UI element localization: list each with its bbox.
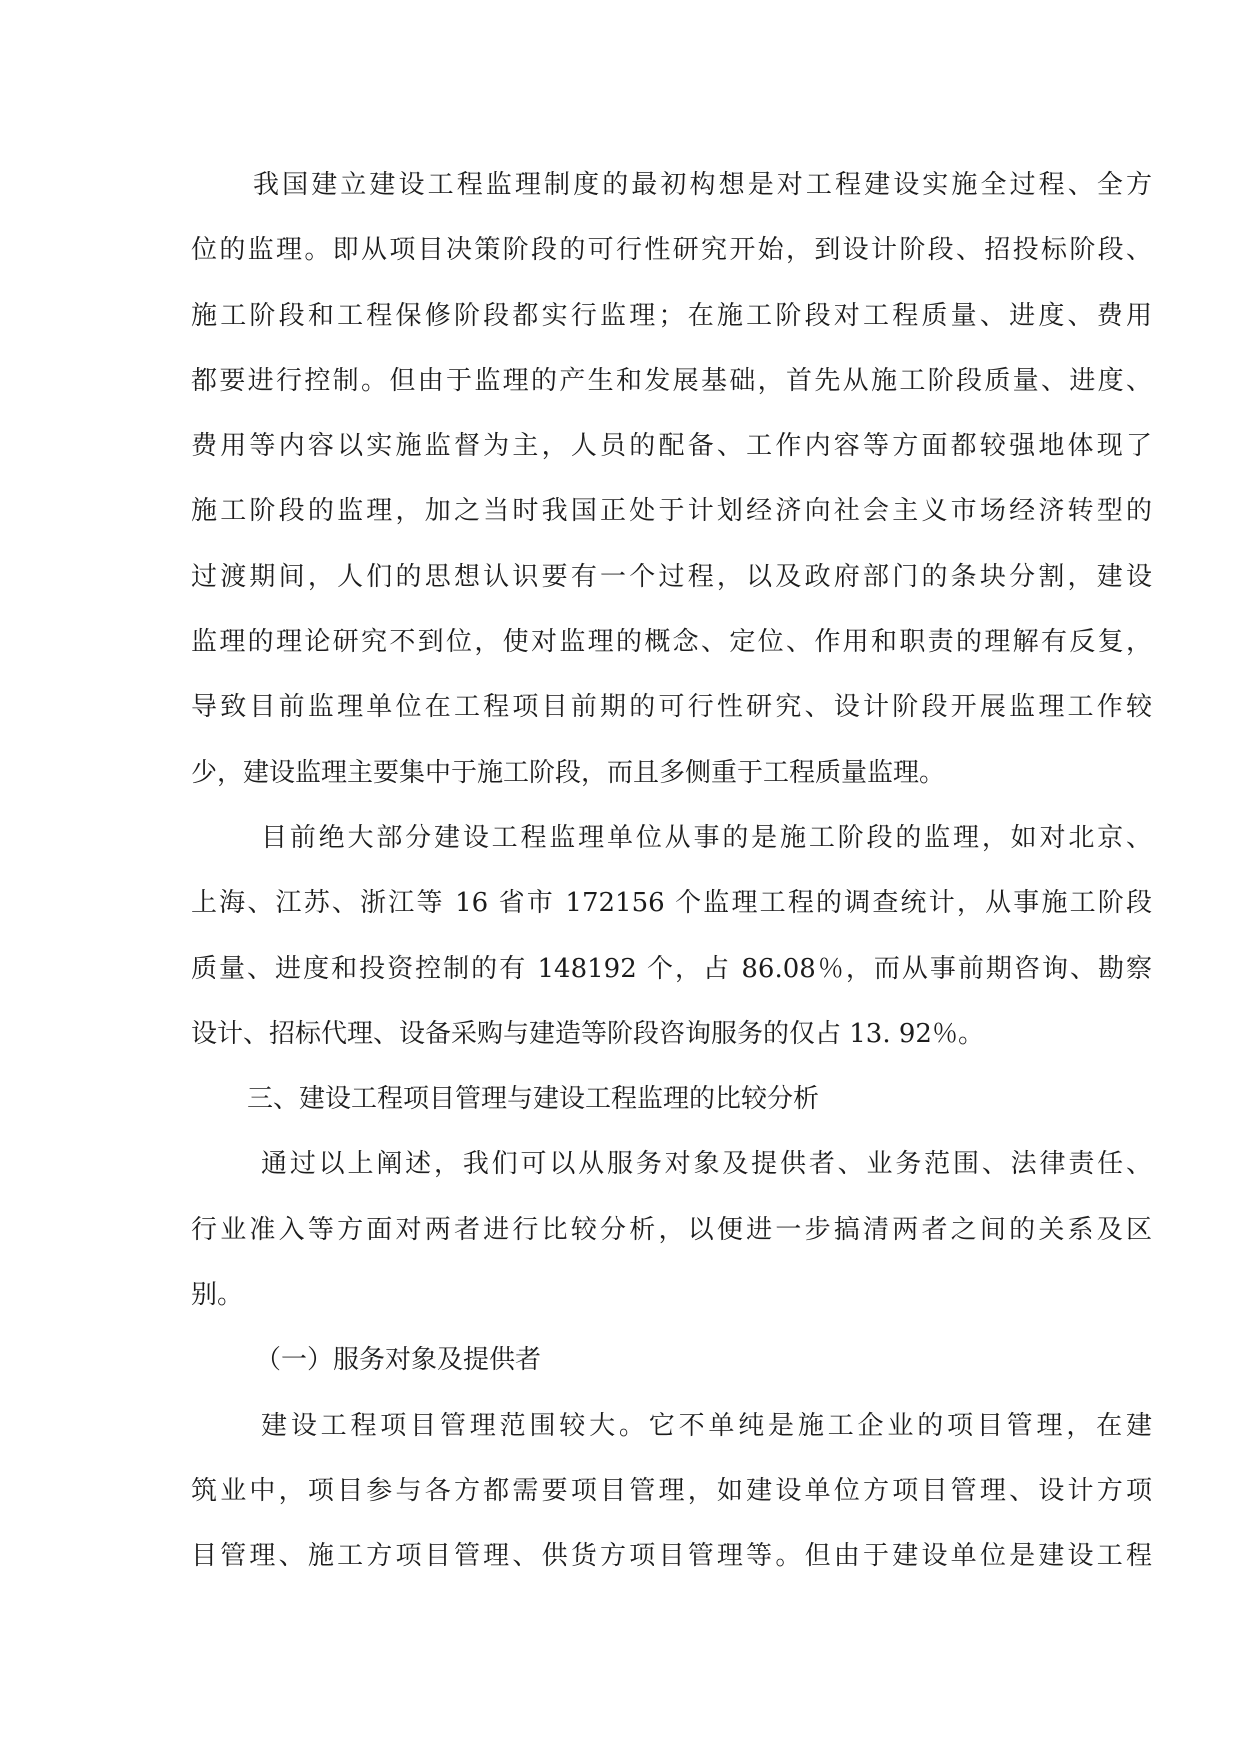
subsection-heading-text: （一）服务对象及提供者 [255,1345,542,1376]
paragraph-comparison-intro [191,1132,1152,1328]
section-heading-text: 三、建设工程项目管理与建设工程监理的比较分析 [247,1084,820,1115]
subsection-heading [191,1328,1152,1393]
text-line: 监理的理论研究不到位，使对监理的概念、定位、作用和职责的理解有反复， [191,627,1152,658]
text-line: 建设工程项目管理范围较大。它不单纯是施工企业的项目管理，在建 [261,1410,1152,1441]
paragraph-supervision-concept [191,153,1152,806]
text-line: 通过以上阐述，我们可以从服务对象及提供者、业务范围、法律责任、 [261,1149,1152,1180]
text-line: 施工阶段的监理，加之当时我国正处于计划经济向社会主义市场经济转型的 [191,496,1152,527]
text-line: 导致目前监理单位在工程项目前期的可行性研究、设计阶段开展监理工作较 [191,692,1152,723]
text-line: 筑业中，项目参与各方都需要项目管理，如建设单位方项目管理、设计方项 [191,1475,1152,1506]
text-line: 我国建立建设工程监理制度的最初构想是对工程建设实施全过程、全方 [253,170,1152,200]
text-line: 目前绝大部分建设工程监理单位从事的是施工阶段的监理，如对北京、 [261,822,1152,853]
text-line: 目管理、施工方项目管理、供货方项目管理等。但由于建设单位是建设工程 [191,1541,1152,1572]
text-line: 都要进行控制。但由于监理的产生和发展基础，首先从施工阶段质量、进度、 [191,365,1152,396]
text-line: 质量、进度和投资控制的有 148192 个，占 86.08％，而从事前期咨询、勘察 [191,953,1152,984]
text-line: 行业准入等方面对两者进行比较分析，以便进一步搞清两者之间的关系及区 [191,1214,1152,1245]
text-line: 费用等内容以实施监督为主，人员的配备、工作内容等方面都较强地体现了 [191,431,1152,462]
document-body [191,153,1152,1590]
text-line: 过渡期间，人们的思想认识要有一个过程，以及政府部门的条块分割，建设 [191,561,1152,592]
text-line: 施工阶段和工程保修阶段都实行监理；在施工阶段对工程质量、进度、费用 [191,300,1152,331]
text-line: 别。 [191,1280,244,1311]
paragraph-statistics [191,806,1152,1067]
text-line: 上海、江苏、浙江等 16 省市 172156 个监理工程的调查统计，从事施工阶段 [191,888,1152,919]
section-heading [191,1067,1152,1132]
text-line: 位的监理。即从项目决策阶段的可行性研究开始，到设计阶段、招投标阶段、 [191,235,1152,266]
paragraph-project-management-scope [191,1394,1152,1590]
text-line: 设计、招标代理、设备采购与建造等阶段咨询服务的仅占 13. 92％。 [191,1018,984,1049]
text-line: 少，建设监理主要集中于施工阶段，而且多侧重于工程质量监理。 [191,757,946,788]
